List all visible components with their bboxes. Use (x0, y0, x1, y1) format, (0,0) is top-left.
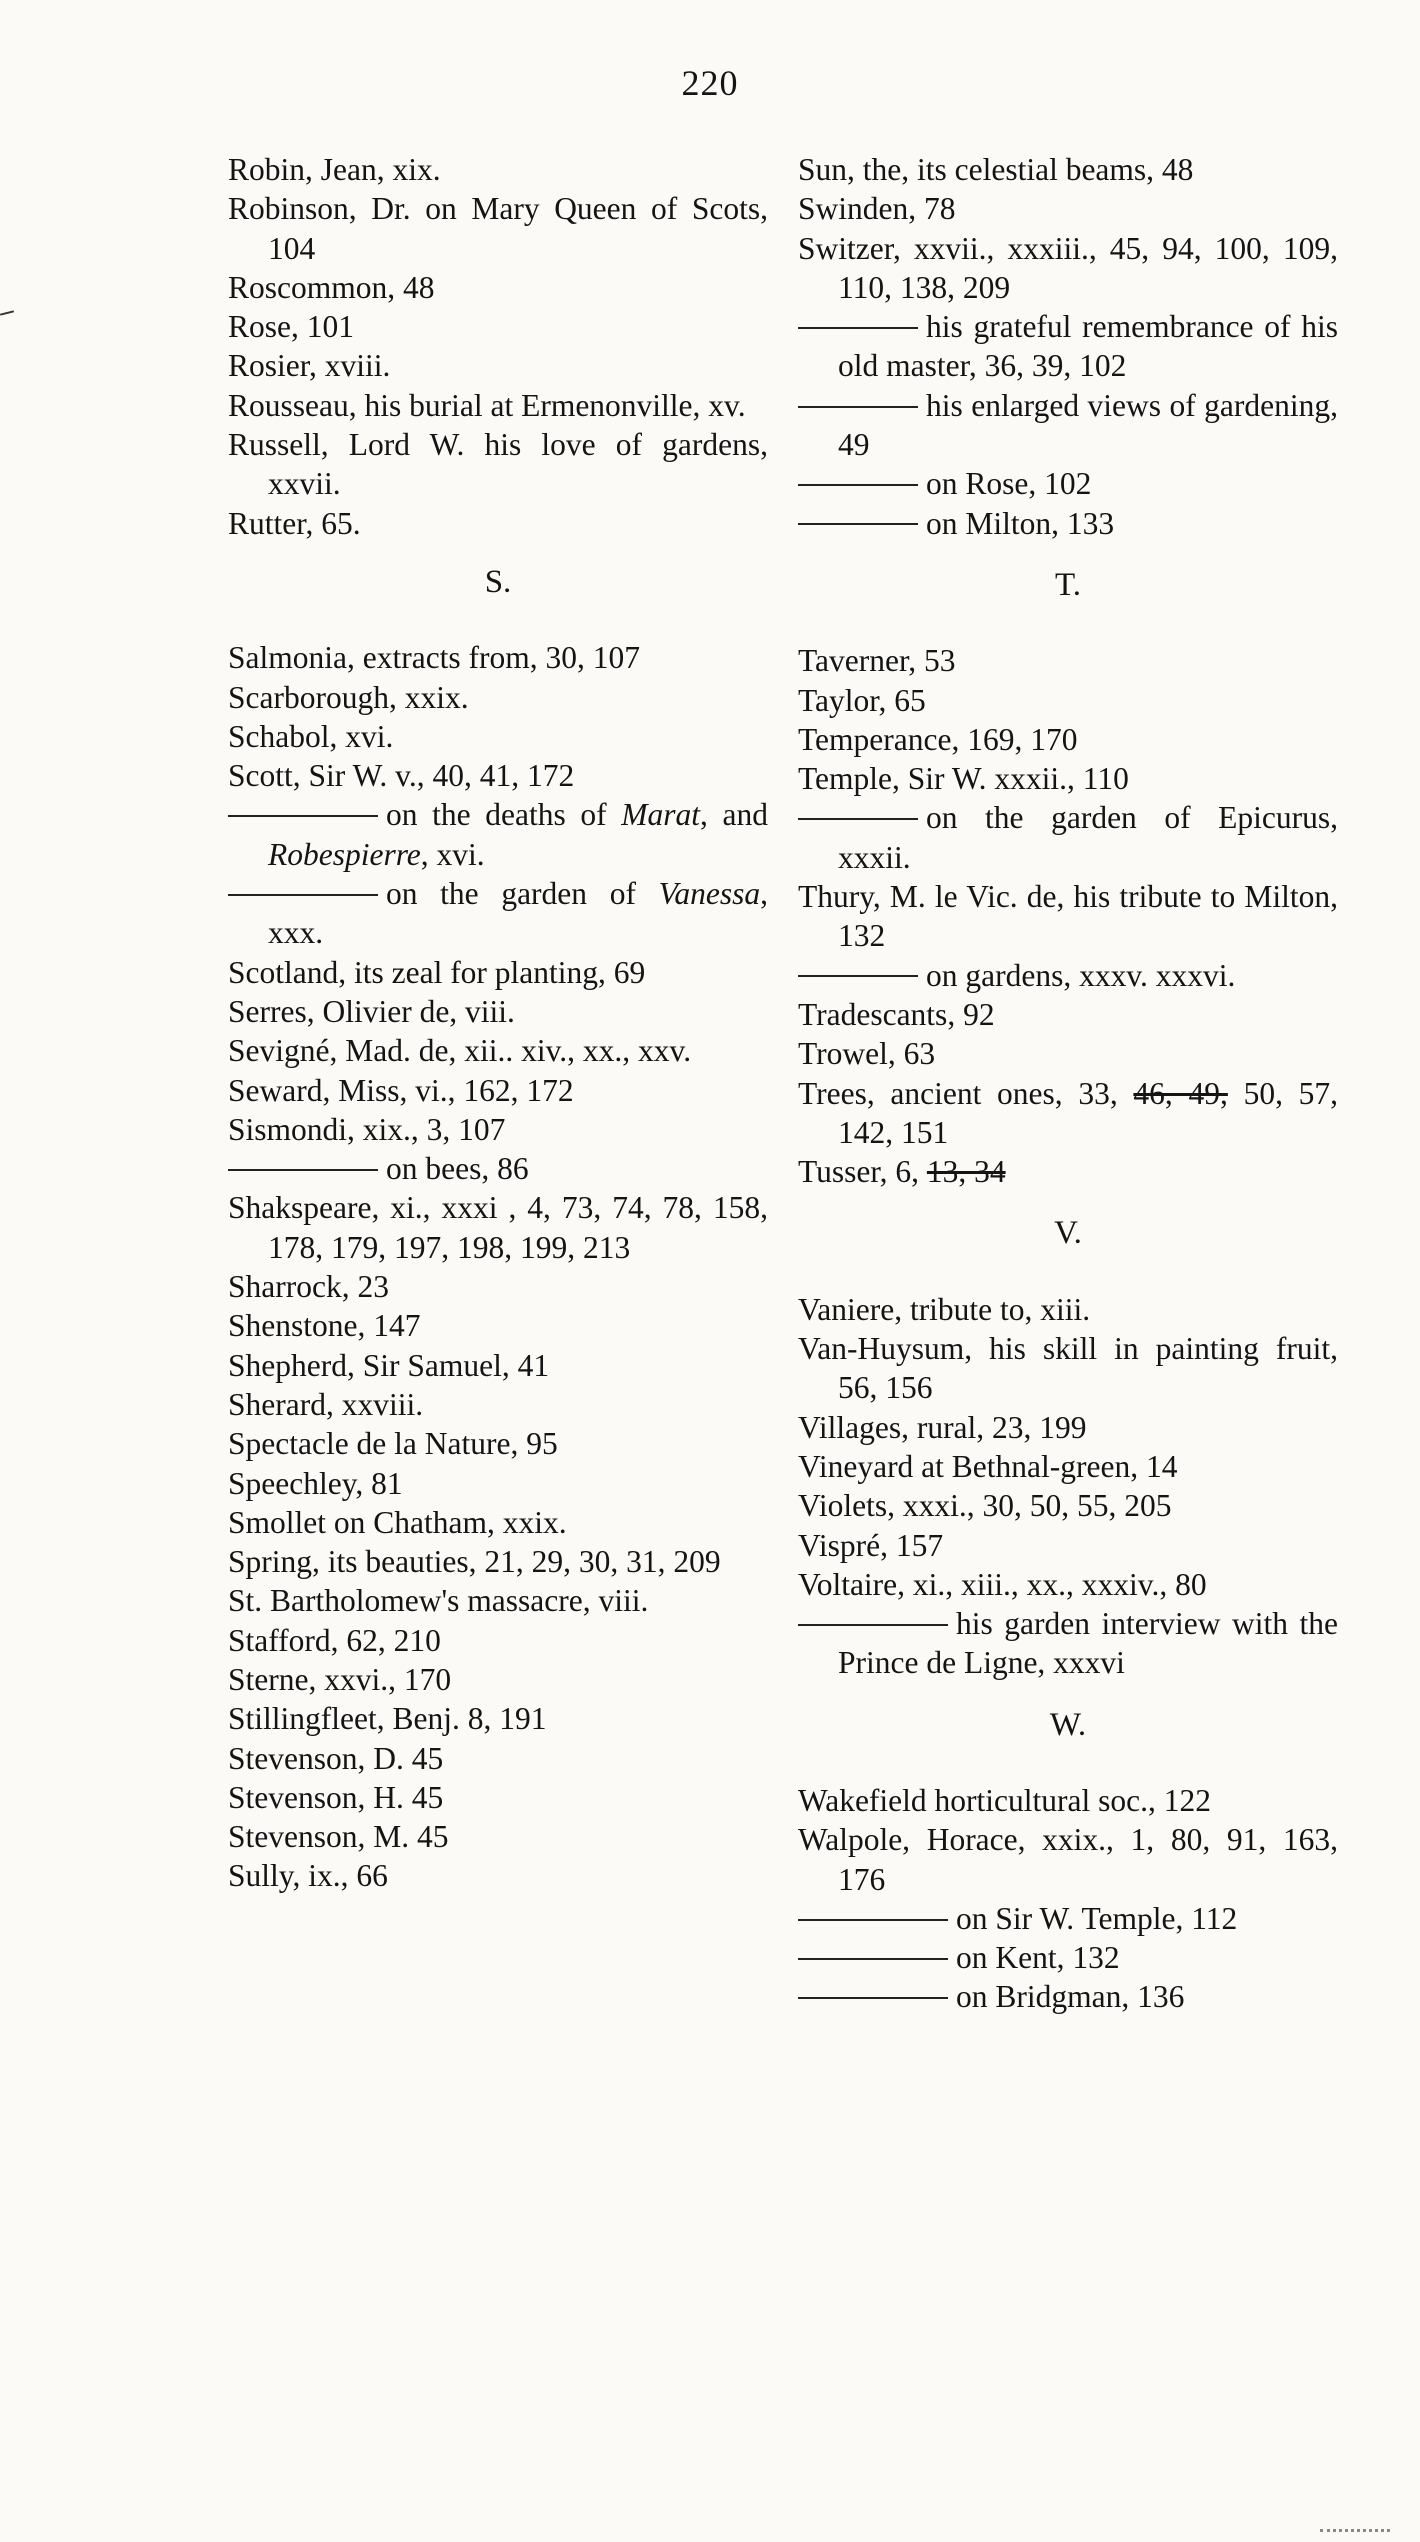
index-entry (228, 992, 768, 1031)
entry-text: Trowel, 63 (798, 1036, 936, 1072)
index-entry (228, 1856, 768, 1895)
index-entry (228, 1031, 768, 1070)
index-entry (798, 798, 1338, 877)
index-entry (798, 189, 1338, 228)
entry-text: Switzer, xxvii., xxxiii., 45, 94, 100, 109, 110, 138, 209 (798, 230, 1338, 305)
index-entry (798, 995, 1338, 1034)
entry-text: his garden interview with the Prince de Ligne, xxxvi (838, 1606, 1338, 1681)
index-entry (798, 720, 1338, 759)
entry-text: Scotland, its zeal for planting, 69 (228, 954, 646, 990)
index-entry (798, 307, 1338, 386)
index-entry (798, 386, 1338, 465)
index-entry (798, 1034, 1338, 1073)
index-entry (228, 1817, 768, 1856)
index-entry (798, 1290, 1338, 1329)
entry-text: on the garden of (386, 876, 659, 912)
section-heading-t: T. (1055, 566, 1081, 603)
entry-text: Temperance, 169, 170 (798, 721, 1078, 757)
entry-text: on the deaths of (386, 797, 622, 833)
entry-italic: Vanessa (658, 876, 761, 912)
entry-text: Tradescants, 92 (798, 996, 995, 1032)
entry-text: Thury, M. le Vic. de, his tribute to Milton, 132 (798, 879, 1338, 954)
entries-r (228, 150, 768, 543)
index-entry (228, 1581, 768, 1620)
ditto-dash (798, 1958, 948, 1960)
entry-text: on the garden of Epicurus, xxxii. (838, 800, 1338, 875)
index-entry (798, 1899, 1338, 1938)
entry-text: Robinson, Dr. on Mary Queen of Scots, 104 (228, 191, 768, 266)
index-entry (228, 346, 768, 385)
entry-text: Sherard, xxviii. (228, 1386, 424, 1422)
entry-text: St. Bartholomew's massacre, viii. (228, 1583, 649, 1619)
tusser-text: Tusser, 6, (798, 1154, 927, 1190)
entry-text: Stillingfleet, Benj. 8, 191 (228, 1701, 547, 1737)
entry-text: Villages, rural, 23, 199 (798, 1409, 1087, 1445)
entry-text: Sismondi, xix., 3, 107 (228, 1111, 506, 1147)
index-entry (228, 189, 768, 268)
index-entry (228, 1464, 768, 1503)
index-entry (228, 1542, 768, 1581)
index-entry (798, 1938, 1338, 1977)
index-entry (228, 150, 768, 189)
entry-text: Taverner, 53 (798, 643, 956, 679)
index-entry (798, 1977, 1338, 2016)
entry-text: Wakefield horticultural soc., 122 (798, 1782, 1211, 1818)
index-entry (228, 1739, 768, 1778)
index-entry (798, 1329, 1338, 1408)
section-heading-w: W. (1049, 1706, 1087, 1743)
index-entry (228, 1071, 768, 1110)
index-entry (798, 681, 1338, 720)
entry-text: Sully, ix., 66 (228, 1858, 388, 1894)
index-entry (798, 1447, 1338, 1486)
index-entry (228, 504, 768, 543)
entry-text: Spring, its beauties, 21, 29, 30, 31, 209 (228, 1544, 721, 1580)
entry-text: Van-Huysum, his skill in painting fruit, 56, 156 (798, 1331, 1338, 1406)
entry-text: Shakspeare, xi., xxxi , 4, 73, 74, 78, 158, 178, 179, 197, 198, 199, 213 (228, 1190, 768, 1265)
index-entry (798, 641, 1338, 680)
index-column-right (798, 150, 1338, 2017)
struck-text: 13, 34 (926, 1154, 1006, 1190)
index-entry (798, 1526, 1338, 1565)
index-entry (228, 1621, 768, 1660)
index-entry (228, 307, 768, 346)
index-entry (228, 1699, 768, 1738)
entry-text: Sun, the, its celestial beams, 48 (798, 152, 1194, 187)
index-entry (228, 638, 768, 677)
stray-mark (0, 310, 14, 315)
index-entry (798, 229, 1338, 308)
entries-s (228, 638, 768, 1896)
entry-text: Walpole, Horace, xxix., 1, 80, 91, 163, 176 (798, 1822, 1338, 1897)
index-entry (798, 1604, 1338, 1683)
ditto-dash (798, 975, 918, 977)
trees-text: Trees, ancient ones, 33, (798, 1075, 1134, 1111)
entry-text: Salmonia, extracts from, 30, 107 (228, 640, 641, 676)
entry-text: Scott, Sir W. v., 40, 41, 172 (228, 758, 575, 794)
index-entry (798, 504, 1338, 543)
entry-text: Voltaire, xi., xiii., xx., xxxiv., 80 (798, 1566, 1207, 1602)
entry-text: Stafford, 62, 210 (228, 1622, 441, 1658)
index-column-left (228, 150, 768, 1896)
entry-text: Rose, 101 (228, 309, 354, 345)
index-entry (228, 717, 768, 756)
index-entry (228, 1149, 768, 1188)
index-entry (228, 756, 768, 795)
index-entry (228, 1110, 768, 1149)
entries-t (798, 641, 1338, 1073)
index-entry-trees (798, 1074, 1338, 1153)
entry-text: on Kent, 132 (956, 1940, 1120, 1976)
section-heading-v: V. (1054, 1215, 1082, 1252)
entry-text: Shepherd, Sir Samuel, 41 (228, 1347, 550, 1383)
entry-text: on Bridgman, 136 (956, 1979, 1185, 2015)
entry-text: Vaniere, tribute to, xiii. (798, 1291, 1091, 1327)
index-entry (228, 386, 768, 425)
entry-text: his grateful remembrance of his old master, 36, 39, 102 (838, 309, 1338, 384)
entry-text: Violets, xxxi., 30, 50, 55, 205 (798, 1488, 1172, 1524)
entry-text: on Milton, 133 (926, 505, 1115, 541)
entry-text: , xxx. (268, 876, 768, 951)
ditto-dash (798, 406, 918, 408)
index-entry-tusser (798, 1152, 1338, 1191)
struck-text: 46, 49, (1133, 1075, 1228, 1111)
entry-text: Shenstone, 147 (228, 1308, 421, 1344)
ditto-dash (228, 1169, 378, 1171)
entry-text: his enlarged views of gardening, 49 (838, 387, 1338, 463)
entry-text: Vineyard at Bethnal-green, 14 (798, 1448, 1178, 1484)
index-entry (228, 1188, 768, 1267)
entry-text: Serres, Olivier de, viii. (228, 993, 515, 1029)
entry-text: Schabol, xvi. (228, 718, 394, 754)
index-entry (798, 1781, 1338, 1820)
entry-text: Smollet on Chatham, xxix. (228, 1504, 567, 1540)
entry-text: Scarborough, xxix. (228, 679, 469, 715)
entry-text: Sterne, xxvi., 170 (228, 1661, 452, 1697)
section-heading-s: S. (484, 563, 512, 600)
index-entry (228, 1503, 768, 1542)
index-entry (798, 877, 1338, 956)
entry-text: Seward, Miss, vi., 162, 172 (228, 1072, 574, 1108)
entry-text: Stevenson, M. 45 (228, 1819, 449, 1855)
entry-italic: Marat (621, 797, 700, 833)
entries-v (798, 1290, 1338, 1683)
corner-mark (1320, 2529, 1390, 2532)
trees-text-end: 50, 57, 142, 151 (838, 1075, 1339, 1150)
index-entry (798, 150, 1338, 189)
entry-text: Vispré, 157 (798, 1527, 944, 1563)
entry-text: Rousseau, his burial at Ermenonville, xv. (228, 387, 746, 423)
index-entry (798, 1408, 1338, 1447)
index-entry (798, 1486, 1338, 1525)
entry-text: on Sir W. Temple, 112 (956, 1900, 1238, 1936)
index-entry (228, 425, 768, 504)
entry-text: Stevenson, H. 45 (228, 1779, 444, 1815)
entry-italic: Robespierre (268, 836, 421, 872)
index-entry (228, 1346, 768, 1385)
index-entry (228, 268, 768, 307)
index-entry (228, 1424, 768, 1463)
entry-text: Russell, Lord W. his love of gardens, xxvii. (228, 427, 768, 502)
entry-text: Roscommon, 48 (228, 269, 435, 305)
entry-text: Speechley, 81 (228, 1465, 403, 1501)
entries-s-continued (798, 150, 1338, 543)
index-entry (228, 1267, 768, 1306)
index-entry (798, 1820, 1338, 1899)
entry-text: , and (700, 797, 768, 833)
entry-text: Spectacle de la Nature, 95 (228, 1426, 558, 1462)
entry-text: on Rose, 102 (926, 466, 1092, 502)
entry-text: Sharrock, 23 (228, 1269, 389, 1305)
entry-text: Rutter, 65. (228, 505, 361, 541)
entry-text: Rosier, xviii. (228, 348, 391, 384)
ditto-dash (798, 1624, 948, 1626)
entry-text: Stevenson, D. 45 (228, 1740, 444, 1776)
entry-text: Taylor, 65 (798, 682, 926, 718)
index-entry (798, 759, 1338, 798)
ditto-dash (798, 1997, 948, 1999)
ditto-dash (228, 894, 378, 896)
ditto-dash (798, 1919, 948, 1921)
entry-text: , xvi. (420, 836, 485, 872)
index-entry (798, 1565, 1338, 1604)
index-entry (228, 1306, 768, 1345)
index-entry (228, 795, 768, 874)
index-entry (228, 953, 768, 992)
ditto-dash (798, 484, 918, 486)
entries-w (798, 1781, 1338, 2017)
ditto-dash (798, 523, 918, 525)
index-entry (228, 874, 768, 953)
index-entry (228, 1660, 768, 1699)
entry-text: on gardens, xxxv. xxxvi. (926, 957, 1236, 993)
entry-text: Swinden, 78 (798, 191, 956, 227)
entry-text: Temple, Sir W. xxxii., 110 (798, 761, 1129, 797)
ditto-dash (798, 818, 918, 820)
entry-text: on bees, 86 (386, 1151, 529, 1187)
page-number: 220 (681, 63, 739, 103)
index-entry (798, 956, 1338, 995)
index-entry (228, 1778, 768, 1817)
ditto-dash (798, 327, 918, 329)
index-entry (228, 678, 768, 717)
entry-text: Sevigné, Mad. de, xii.. xiv., xx., xxv. (228, 1033, 692, 1069)
index-entry (798, 464, 1338, 503)
entry-text: Robin, Jean, xix. (228, 152, 441, 187)
ditto-dash (228, 815, 378, 817)
index-entry (228, 1385, 768, 1424)
